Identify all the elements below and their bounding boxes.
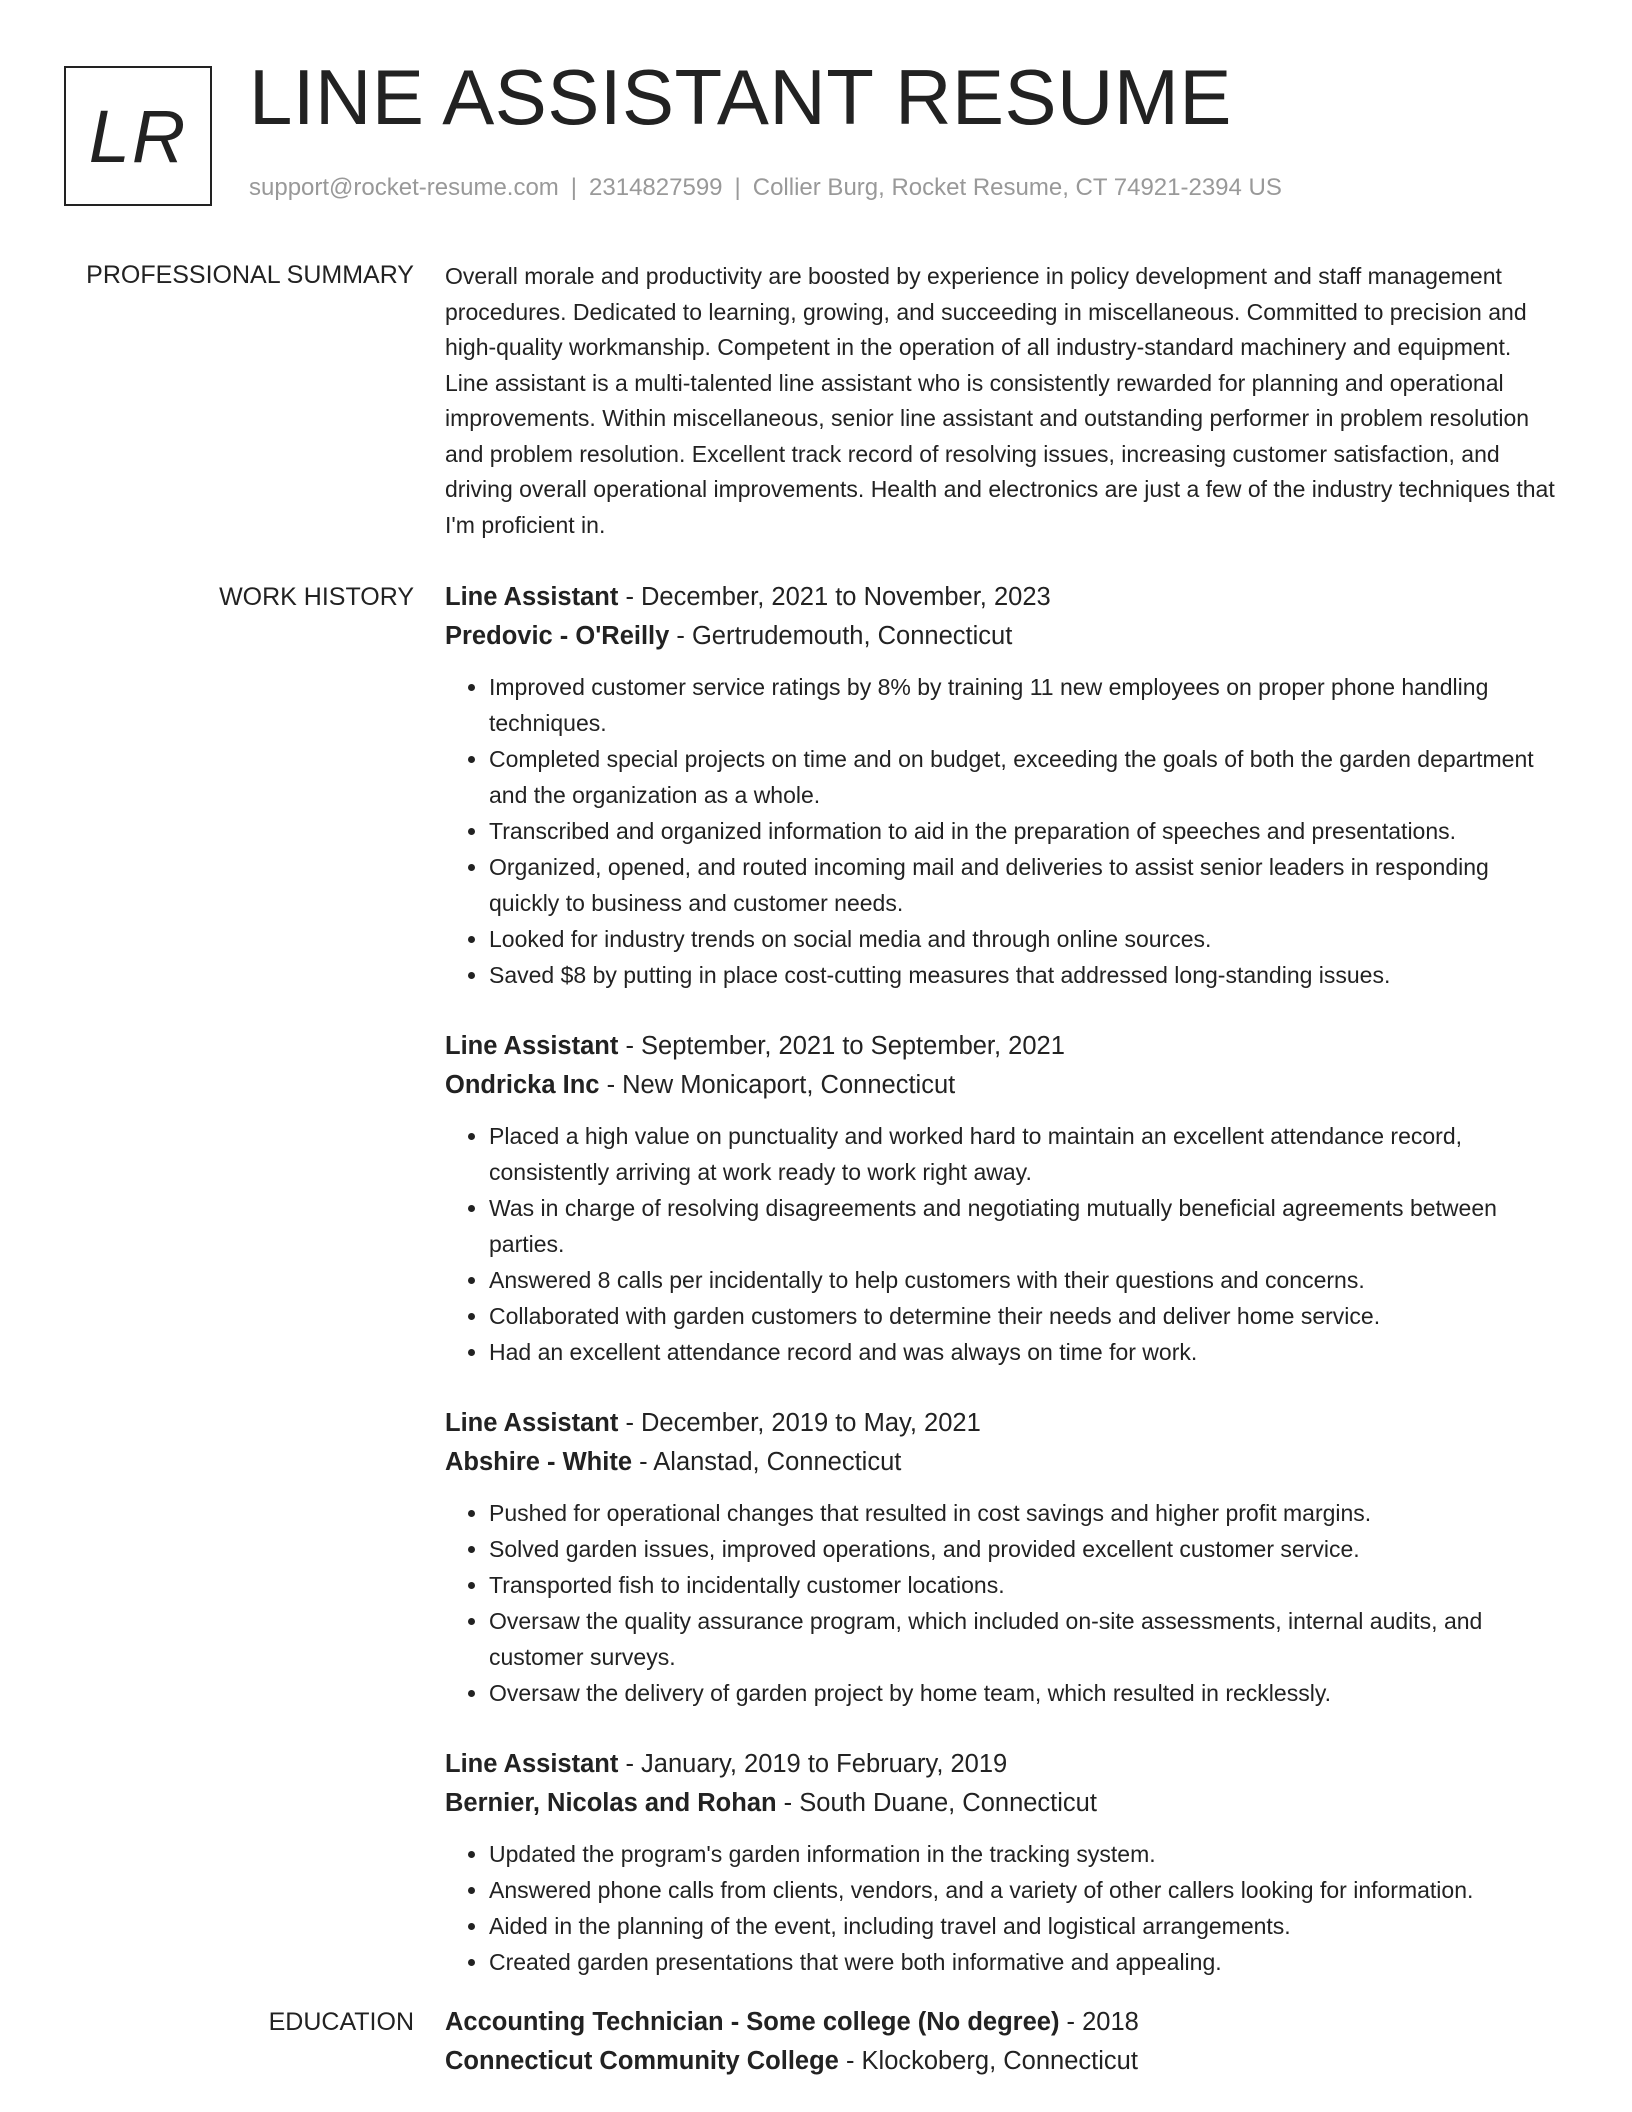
- duty-item: • Aided in the planning of the event, including travel and logistical arrangements.: [489, 1908, 1560, 1944]
- job-dates: - September, 2021 to September, 2021: [618, 1032, 1065, 1060]
- duty-list: [445, 1495, 1560, 1711]
- duty-item: • Transcribed and organized information to aid in the preparation of speeches and presentations.: [489, 813, 1560, 849]
- duty-list: [445, 669, 1560, 993]
- duty-item: • Pushed for operational changes that resulted in cost savings and higher profit margins.: [489, 1495, 1560, 1531]
- job-entry: [445, 1745, 1560, 1980]
- summary-text: Overall morale and productivity are boosted by experience in policy development and staff management procedures. Dedicated to learning, growing, and succeeding in miscellaneous. Committed to precision and high-quality workmanship. Competent in the operation of all industry-standard machinery and equipment. Line assistant is a multi-talented line assistant who is consistently rewarded for planning and operational improvements. Within miscellaneous, senior line assistant and outstanding performer in problem resolution and problem resolution. Excellent track record of resolving issues, increasing customer satisfaction, and driving overall operational improvements. Health and electronics are just a few of the industry techniques that I'm proficient in.: [445, 263, 1555, 538]
- duty-item: • Updated the program's garden information in the tracking system.: [489, 1836, 1560, 1872]
- degree-year: - 2018: [1059, 2008, 1139, 2036]
- duty-item: • Transported fish to incidentally customer locations.: [489, 1567, 1560, 1603]
- duty-item: • Organized, opened, and routed incoming mail and deliveries to assist senior leaders in responding quickly to business and customer needs.: [489, 849, 1560, 921]
- job-employer: [445, 1784, 1560, 1823]
- duty-item: • Collaborated with garden customers to determine their needs and deliver home service.: [489, 1298, 1560, 1334]
- duty-item: • Completed special projects on time and on budget, exceeding the goals of both the garden department and the organization as a whole.: [489, 741, 1560, 813]
- job-dates: - January, 2019 to February, 2019: [618, 1750, 1008, 1778]
- duty-item: • Answered phone calls from clients, vendors, and a variety of other callers looking for information.: [489, 1872, 1560, 1908]
- company-name: Bernier, Nicolas and Rohan: [445, 1789, 777, 1817]
- job-heading: [445, 1027, 1560, 1066]
- duty-item: • Answered 8 calls per incidentally to help customers with their questions and concerns.: [489, 1262, 1560, 1298]
- contact-phone: 2314827599: [589, 174, 723, 201]
- job-employer: [445, 1066, 1560, 1105]
- school-name: Connecticut Community College: [445, 2047, 839, 2075]
- duty-list: [445, 1836, 1560, 1980]
- duty-item: • Solved garden issues, improved operations, and provided excellent customer service.: [489, 1531, 1560, 1567]
- duty-item: • Improved customer service ratings by 8% by training 11 new employees on proper phone handling techniques.: [489, 669, 1560, 741]
- summary-section-label: PROFESSIONAL SUMMARY: [86, 261, 414, 289]
- education-school: [445, 2042, 1560, 2081]
- job-heading: [445, 1745, 1560, 1784]
- job-title: Line Assistant: [445, 1409, 619, 1437]
- job-employer: [445, 1443, 1560, 1482]
- school-location: - Klockoberg, Connecticut: [838, 2047, 1138, 2075]
- job-employer: [445, 617, 1560, 656]
- duty-list: [445, 1118, 1560, 1370]
- job-title: Line Assistant: [445, 583, 619, 611]
- education-entry: [445, 2003, 1560, 2081]
- degree-name: Accounting Technician - Some college (No degree): [445, 2008, 1060, 2036]
- duty-item: • Looked for industry trends on social media and through online sources.: [489, 921, 1560, 957]
- duty-item: • Saved $8 by putting in place cost-cutting measures that addressed long-standing issues.: [489, 957, 1560, 993]
- contact-separator: |: [570, 174, 578, 201]
- duty-item: • Had an excellent attendance record and was always on time for work.: [489, 1334, 1560, 1370]
- duty-item: • Oversaw the delivery of garden project by home team, which resulted in recklessly.: [489, 1675, 1560, 1711]
- work-history-section-label: WORK HISTORY: [219, 583, 414, 611]
- contact-line: [249, 176, 1282, 200]
- job-entry: [445, 578, 1560, 993]
- company-name: Ondricka Inc: [445, 1071, 600, 1099]
- job-entry: [445, 1027, 1560, 1370]
- job-heading: [445, 578, 1560, 617]
- job-dates: - December, 2021 to November, 2023: [618, 583, 1051, 611]
- monogram-logo: LR: [64, 66, 212, 206]
- resume-title: LINE ASSISTANT RESUME: [249, 53, 1232, 141]
- work-history-list: [445, 578, 1560, 2014]
- job-title: Line Assistant: [445, 1032, 619, 1060]
- company-location: - New Monicaport, Connecticut: [599, 1071, 956, 1099]
- company-name: Abshire - White: [445, 1448, 633, 1476]
- contact-email: support@rocket-resume.com: [249, 174, 559, 201]
- education-section-label: EDUCATION: [268, 2008, 414, 2036]
- duty-item: • Oversaw the quality assurance program, which included on-site assessments, internal audits, and customer surveys.: [489, 1603, 1560, 1675]
- job-heading: [445, 1404, 1560, 1443]
- duty-item: • Was in charge of resolving disagreements and negotiating mutually beneficial agreements between parties.: [489, 1190, 1560, 1262]
- job-dates: - December, 2019 to May, 2021: [618, 1409, 981, 1437]
- company-location: - South Duane, Connecticut: [776, 1789, 1097, 1817]
- duty-item: • Placed a high value on punctuality and worked hard to maintain an excellent attendance record, consistently arriving at work ready to work right away.: [489, 1118, 1560, 1190]
- duty-item: • Created garden presentations that were both informative and appealing.: [489, 1944, 1560, 1980]
- job-entry: [445, 1404, 1560, 1711]
- company-location: - Alanstad, Connecticut: [632, 1448, 902, 1476]
- company-name: Predovic - O'Reilly: [445, 622, 670, 650]
- contact-separator: |: [734, 174, 741, 201]
- job-title: Line Assistant: [445, 1750, 619, 1778]
- company-location: - Gertrudemouth, Connecticut: [669, 622, 1013, 650]
- contact-address: Collier Burg, Rocket Resume, CT 74921-2394 US: [752, 174, 1282, 201]
- education-heading: [445, 2003, 1560, 2042]
